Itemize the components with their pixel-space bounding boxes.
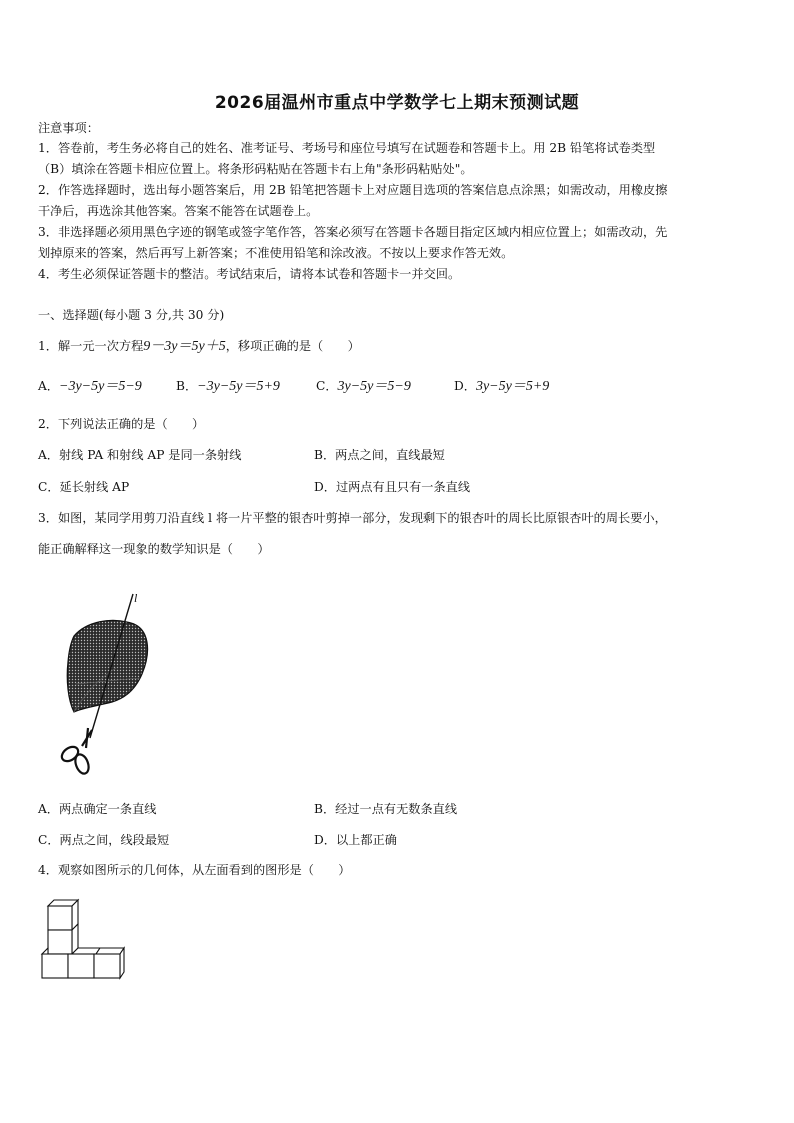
option-expr: 3y−5y＝5+9 xyxy=(475,379,550,394)
option-label: B． xyxy=(176,379,198,393)
option-label: D． xyxy=(454,379,476,393)
q1-option-a xyxy=(38,378,142,395)
line-label-l: l xyxy=(134,591,138,605)
question-3-stem-line1: 3．如图，某同学用剪刀沿直线 l 将一片平整的银杏叶剪掉一部分，发现剩下的银杏叶的周长比原银杏叶的周长要小， xyxy=(38,511,667,525)
question-4-stem: 4．观察如图所示的几何体，从左面看到的图形是（ ） xyxy=(38,863,351,877)
notice-line: 3．非选择题必须用黑色字迹的钢笔或签字笔作答，答案必须写在答题卡各题目指定区域内相应位置上；如需改动，先 xyxy=(38,225,668,239)
option-label: A． xyxy=(38,379,59,393)
q1-option-b xyxy=(176,378,280,395)
q2-option-b: B．两点之间，直线最短 xyxy=(314,448,445,462)
notice-line: 2．作答选择题时，选出每小题答案后，用 2B 铅笔把答题卡上对应题目选项的答案信息点涂黑；如需改动，用橡皮擦 xyxy=(38,183,668,197)
q2-option-a: A．射线 PA 和射线 AP 是同一条射线 xyxy=(38,448,242,462)
q1-stem-suffix: ，移项正确的是（ ） xyxy=(225,339,360,353)
notice-line: 4．考生必须保证答题卡的整洁。考试结束后，请将本试卷和答题卡一并交回。 xyxy=(38,267,461,281)
q3-option-b: B．经过一点有无数条直线 xyxy=(314,802,458,816)
scissors-icon xyxy=(59,728,92,775)
option-expr: −3y−5y＝5+9 xyxy=(197,379,280,394)
q2-option-c: C．延长射线 AP xyxy=(38,480,130,494)
notice-line: 干净后，再选涂其他答案。答案不能答在试题卷上。 xyxy=(38,204,319,218)
notice-heading: 注意事项： xyxy=(38,121,99,135)
notice-line: （B）填涂在答题卡相应位置上。将条形码粘贴在答题卡右上角"条形码粘贴处"。 xyxy=(38,162,473,176)
option-expr: 3y−5y＝5−9 xyxy=(337,379,411,394)
question-1-stem xyxy=(38,338,360,355)
q1-equation: 9－3y＝5y＋5 xyxy=(143,339,226,354)
q3-option-a: A．两点确定一条直线 xyxy=(38,802,157,816)
q3-option-d: D．以上都正确 xyxy=(314,833,397,847)
ginkgo-leaf-scissors-figure xyxy=(56,588,156,778)
stacked-cubes-figure xyxy=(38,898,130,982)
notice-line: 1．答卷前，考生务必将自己的姓名、准考证号、考场号和座位号填写在试题卷和答题卡上。用 2B 铅笔将试卷类型 xyxy=(38,141,656,155)
question-2-stem: 2．下列说法正确的是（ ） xyxy=(38,417,205,431)
notice-line: 划掉原来的答案，然后再写上新答案；不准使用铅笔和涂改液。不按以上要求作答无效。 xyxy=(38,246,514,260)
q2-option-d: D．过两点有且只有一条直线 xyxy=(314,480,471,494)
page-title: 2026届温州市重点中学数学七上期末预测试题 xyxy=(214,93,580,113)
option-label: C． xyxy=(316,379,338,393)
q3-option-c: C．两点之间，线段最短 xyxy=(38,833,170,847)
question-3-stem-line2: 能正确解释这一现象的数学知识是（ ） xyxy=(38,542,270,556)
option-expr: −3y−5y＝5−9 xyxy=(59,379,142,394)
q1-option-c xyxy=(316,378,411,395)
q1-option-d xyxy=(454,378,549,395)
ginkgo-leaf xyxy=(67,620,147,712)
q1-stem-prefix: 1．解一元一次方程 xyxy=(38,339,144,353)
section-heading: 一、选择题(每小题 3 分,共 30 分) xyxy=(38,308,225,322)
